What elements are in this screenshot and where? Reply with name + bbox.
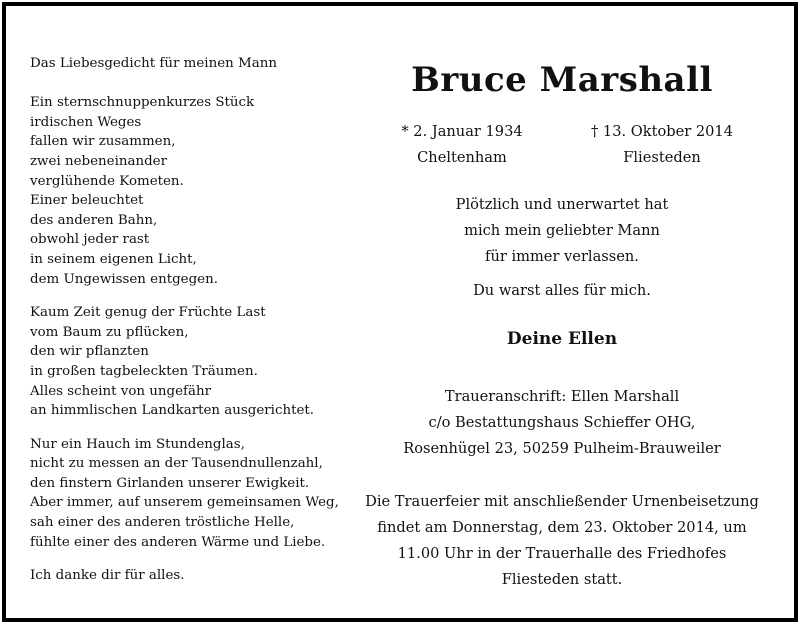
poem-line: Ein sternschnuppenkurzes Stück bbox=[30, 95, 255, 111]
message-line: für immer verlassen. bbox=[485, 248, 639, 265]
signoff: Deine Ellen bbox=[506, 329, 618, 349]
message-extra: Du warst alles für mich. bbox=[473, 282, 651, 299]
poem-line: Alles scheint von ungefähr bbox=[30, 383, 211, 399]
poem-stanza-1 bbox=[30, 93, 350, 289]
service-line: Fliesteden statt. bbox=[501, 571, 623, 588]
death-info bbox=[562, 119, 762, 171]
poem-line: dem Ungewissen entgegen. bbox=[30, 271, 218, 287]
poem-line: nicht zu messen an der Tausendnullenzahl, bbox=[30, 456, 323, 472]
poem-line: Nur ein Hauch im Stundenglas, bbox=[30, 436, 245, 452]
service-line: findet am Donnerstag, dem 23. Oktober 2014, um bbox=[377, 519, 747, 536]
poem-line: fallen wir zusammen, bbox=[30, 134, 176, 150]
service-line: Die Trauerfeier mit anschließender Urnenbeisetzung bbox=[365, 493, 759, 510]
address-line: Rosenhügel 23, 50259 Pulheim-Brauweiler bbox=[403, 440, 721, 457]
service-line: 11.00 Uhr in der Trauerhalle des Friedhofes bbox=[397, 545, 727, 562]
poem-line: Einer beleuchtet bbox=[30, 193, 144, 209]
poem-line: fühlte einer des anderen Wärme und Liebe. bbox=[30, 534, 326, 550]
poem-line: in großen tagbeleckten Träumen. bbox=[30, 363, 258, 379]
poem-line: vom Baum zu pflücken, bbox=[30, 324, 189, 340]
poem-line: an himmlischen Landkarten ausgerichtet. bbox=[30, 403, 315, 419]
obituary-card bbox=[2, 2, 798, 622]
birth-date: * 2. Januar 1934 bbox=[401, 123, 523, 140]
poem-line: des anderen Bahn, bbox=[30, 212, 158, 228]
poem-line: in seinem eigenen Licht, bbox=[30, 251, 197, 267]
poem-line: zwei nebeneinander bbox=[30, 153, 167, 169]
message-line: Plötzlich und unerwartet hat bbox=[455, 196, 669, 213]
poem-section bbox=[30, 54, 350, 586]
poem-line: den wir pflanzten bbox=[30, 344, 149, 360]
poem-title: Das Liebesgedicht für meinen Mann bbox=[30, 56, 277, 71]
poem-line: verglühende Kometen. bbox=[30, 173, 184, 189]
death-place: Fliesteden bbox=[623, 149, 701, 166]
mourning-message bbox=[362, 192, 762, 304]
poem-line: irdischen Weges bbox=[30, 114, 142, 130]
death-date: † 13. Oktober 2014 bbox=[591, 123, 733, 140]
poem-line: obwohl jeder rast bbox=[30, 232, 150, 248]
poem-line: sah einer des anderen tröstliche Helle, bbox=[30, 515, 295, 531]
poem-closing: Ich danke dir für alles. bbox=[30, 568, 185, 584]
poem-line: Aber immer, auf unserem gemeinsamen Weg, bbox=[30, 495, 339, 511]
poem-stanza-2 bbox=[30, 303, 350, 421]
mourning-address bbox=[362, 384, 762, 462]
address-line: Traueranschrift: Ellen Marshall bbox=[444, 388, 680, 405]
birth-info bbox=[362, 119, 562, 171]
message-line: mich mein geliebter Mann bbox=[464, 222, 660, 239]
deceased-name: Bruce Marshall bbox=[411, 60, 713, 100]
poem-line: den finstern Girlanden unserer Ewigkeit. bbox=[30, 475, 310, 491]
service-info bbox=[348, 489, 776, 593]
birth-place: Cheltenham bbox=[417, 149, 507, 166]
poem-stanza-3 bbox=[30, 435, 350, 553]
address-line: c/o Bestattungshaus Schieffer OHG, bbox=[428, 414, 696, 431]
poem-line: Kaum Zeit genug der Früchte Last bbox=[30, 305, 266, 321]
